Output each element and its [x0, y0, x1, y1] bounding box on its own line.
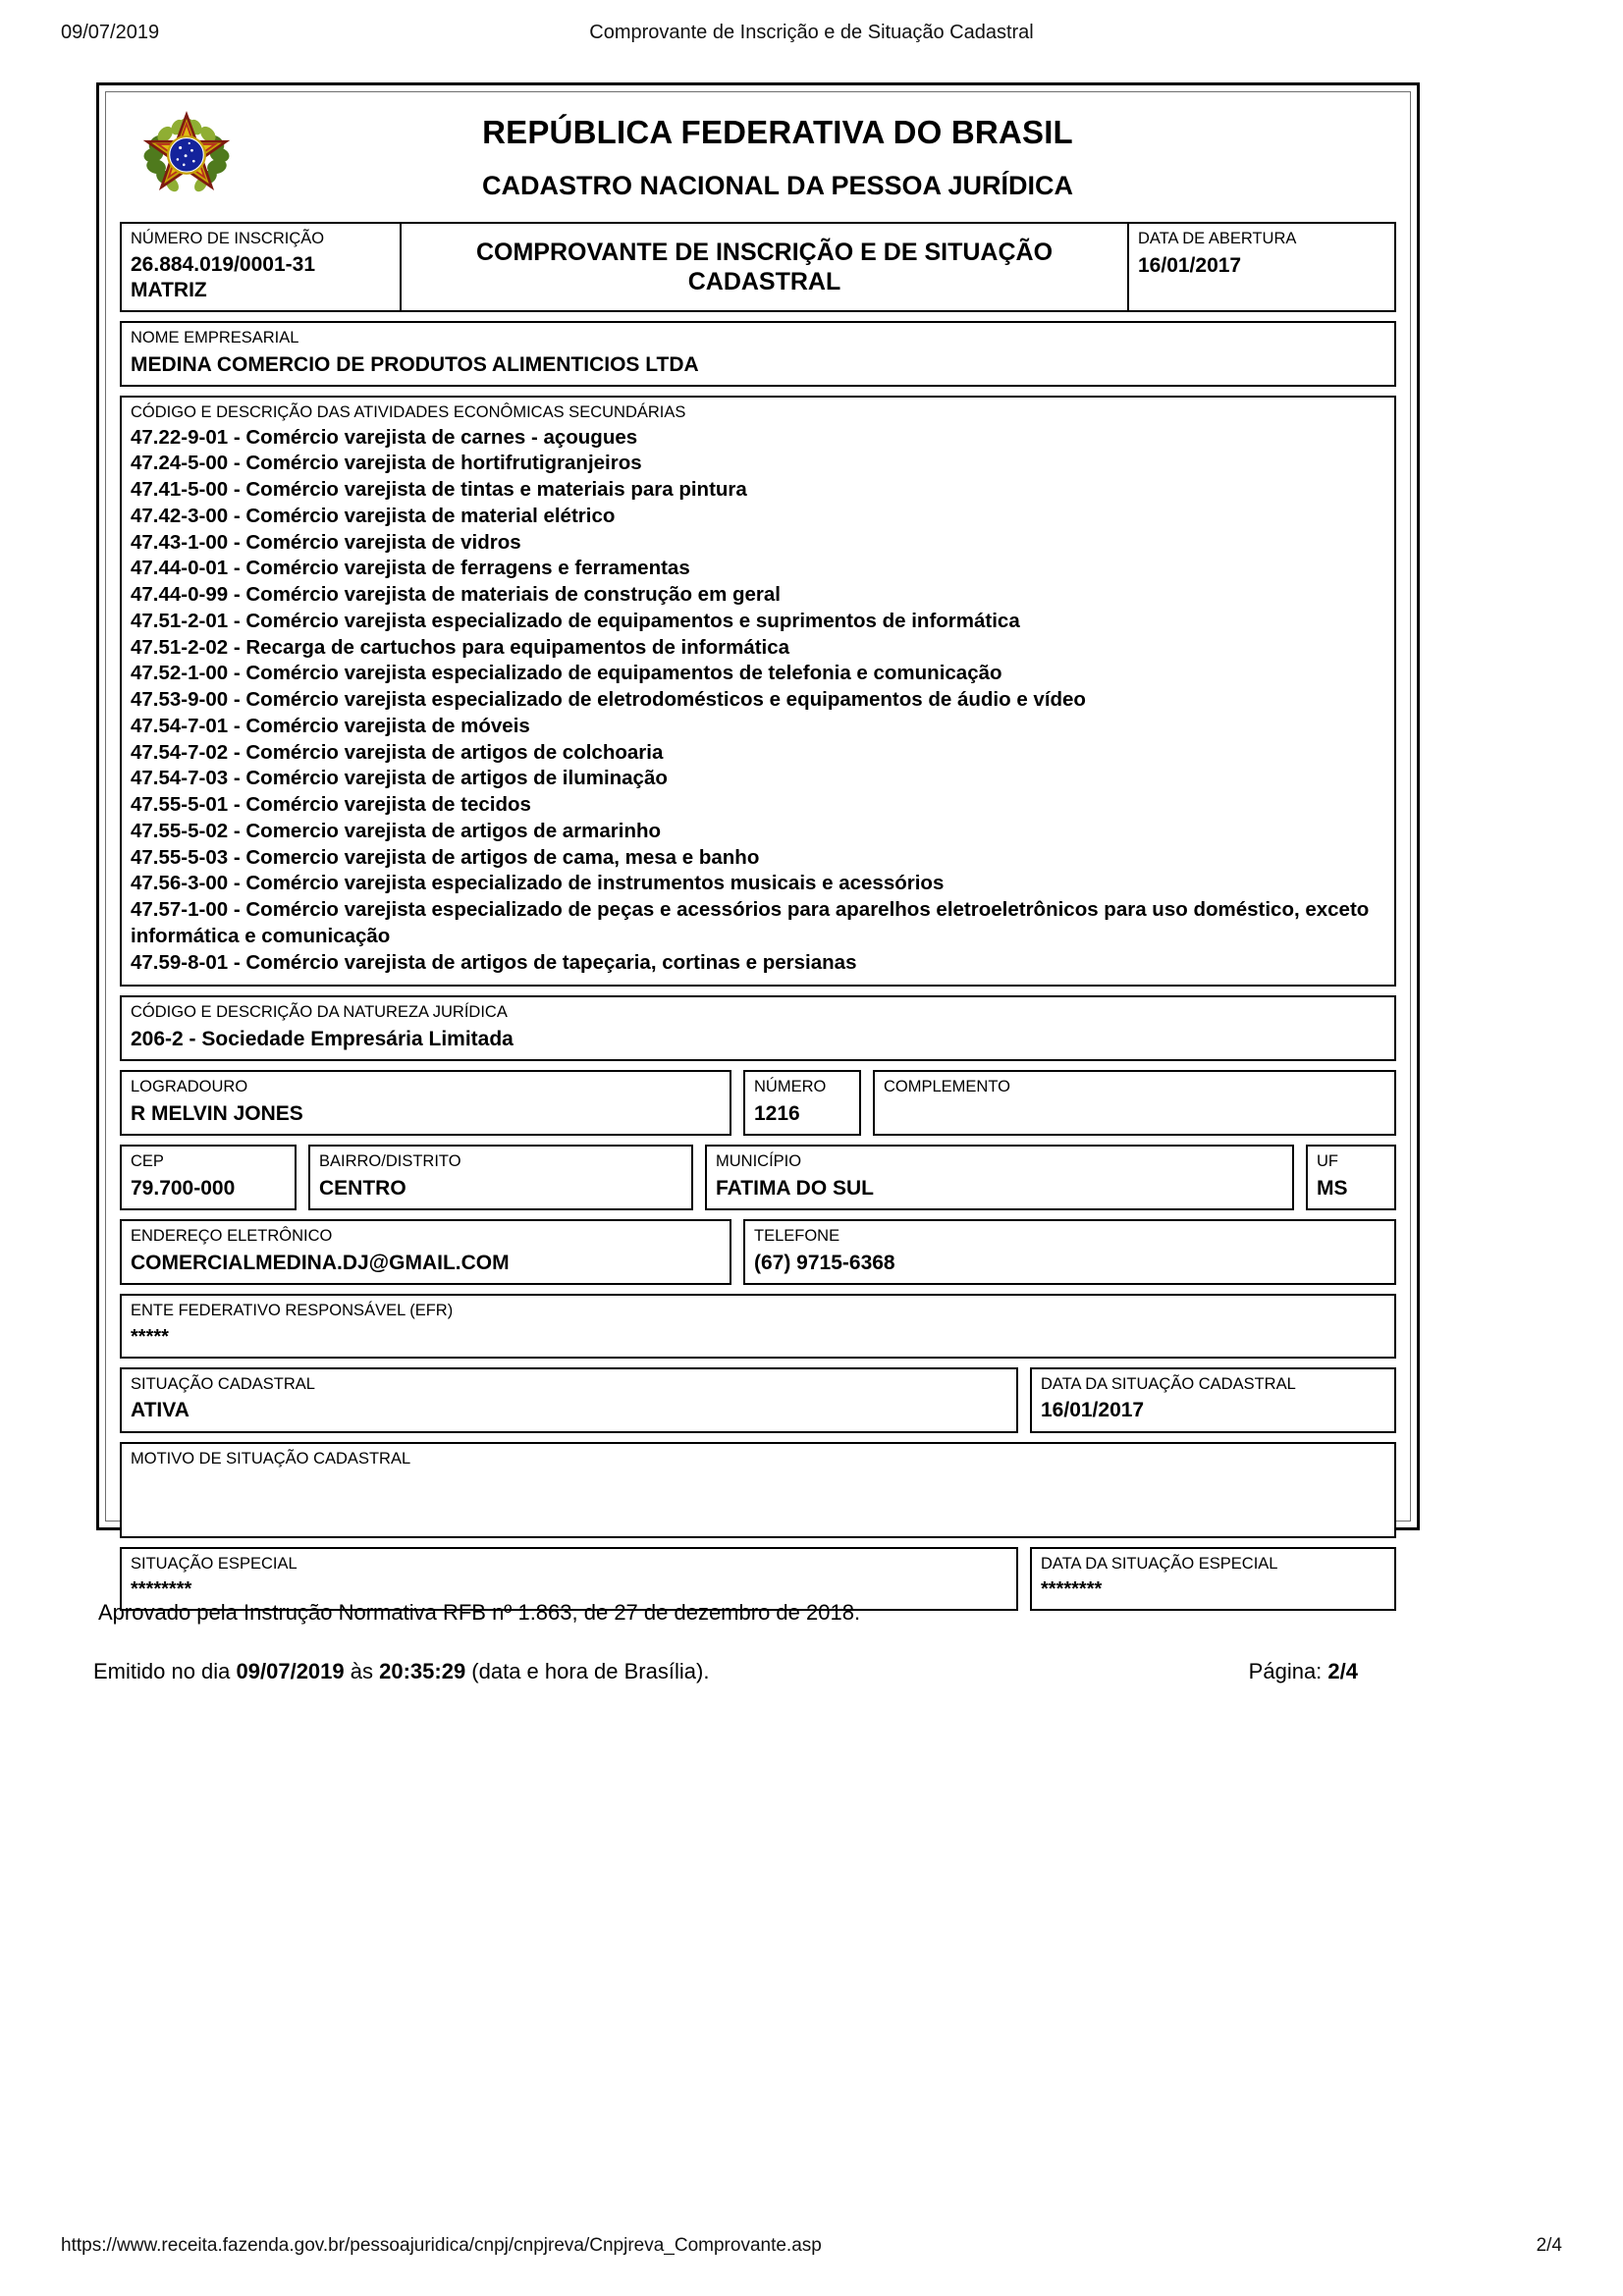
- atividade-item: 47.54-7-02 - Comércio varejista de artigos de colchoaria: [131, 740, 664, 764]
- value-numero: 1216: [754, 1102, 800, 1126]
- field-efr: [120, 1294, 1396, 1359]
- row-motivo-situacao: [120, 1442, 1396, 1538]
- atividade-item: 47.51-2-02 - Recarga de cartuchos para equipamentos de informática: [131, 635, 790, 659]
- print-footer-page: 2/4: [1536, 2235, 1562, 2256]
- emitido-data: 09/07/2019: [236, 1659, 345, 1683]
- value-data-situacao-cadastral: 16/01/2017: [1041, 1399, 1145, 1422]
- label-bairro: BAIRRO/DISTRITO: [319, 1152, 461, 1171]
- value-municipio: FATIMA DO SUL: [716, 1176, 874, 1200]
- certificate-title-block: [120, 92, 1396, 222]
- field-natureza-juridica: [120, 995, 1396, 1061]
- nota-emissao: [93, 1659, 709, 1684]
- label-complemento: COMPLEMENTO: [884, 1078, 1010, 1096]
- value-tipo-inscricao: MATRIZ: [131, 278, 207, 301]
- atividade-item: 47.51-2-01 - Comércio varejista especializado de equipamentos e suprimentos de informática: [131, 609, 1020, 632]
- page-title: REPÚBLICA FEDERATIVA DO BRASIL: [482, 114, 1073, 150]
- field-atividades-secundarias: [120, 396, 1396, 987]
- label-efr: ENTE FEDERATIVO RESPONSÁVEL (EFR): [131, 1302, 454, 1320]
- atividade-item: 47.56-3-00 - Comércio varejista especializado de instrumentos musicais e acessórios: [131, 872, 945, 895]
- row-situacao-cadastral: [120, 1367, 1396, 1433]
- label-data-situacao-cadastral: DATA DA SITUAÇÃO CADASTRAL: [1041, 1374, 1296, 1393]
- label-municipio: MUNICÍPIO: [716, 1152, 802, 1171]
- value-data-situacao-especial: ********: [1041, 1578, 1103, 1601]
- row-nome-empresarial: [120, 321, 1396, 387]
- label-data-abertura: DATA DE ABERTURA: [1138, 230, 1297, 247]
- pagina-indicator: [1249, 1659, 1358, 1684]
- label-situacao-cadastral: SITUAÇÃO CADASTRAL: [131, 1374, 315, 1393]
- field-endereco-eletronico: [120, 1219, 731, 1285]
- value-efr: *****: [131, 1325, 169, 1348]
- value-logradouro: R MELVIN JONES: [131, 1102, 303, 1126]
- print-footer-url: https://www.receita.fazenda.gov.br/pessoajuridica/cnpj/cnpjreva/Cnpjreva_Comprovante.asp: [61, 2235, 822, 2256]
- atividade-item: 47.54-7-01 - Comércio varejista de móveis: [131, 714, 530, 737]
- pagina-value: 2/4: [1327, 1659, 1358, 1683]
- atividade-item: 47.52-1-00 - Comércio varejista especializado de equipamentos de telefonia e comunicação: [131, 662, 1002, 685]
- field-municipio: [705, 1145, 1294, 1210]
- value-situacao-cadastral: ATIVA: [131, 1399, 189, 1422]
- label-endereco-eletronico: ENDEREÇO ELETRÔNICO: [131, 1227, 333, 1246]
- value-nome-empresarial: MEDINA COMERCIO DE PRODUTOS ALIMENTICIOS LTDA: [131, 352, 699, 376]
- value-cep: 79.700-000: [131, 1176, 236, 1200]
- label-logradouro: LOGRADOURO: [131, 1078, 248, 1096]
- emitido-hora: 20:35:29: [379, 1659, 466, 1683]
- atividade-item: 47.55-5-01 - Comércio varejista de tecidos: [131, 793, 531, 817]
- atividade-item: 47.55-5-03 - Comercio varejista de artigos de cama, mesa e banho: [131, 845, 760, 869]
- label-telefone: TELEFONE: [754, 1227, 840, 1246]
- field-cep: [120, 1145, 297, 1210]
- page-subtitle: CADASTRO NACIONAL DA PESSOA JURÍDICA: [481, 171, 1074, 200]
- browser-print-footer: [0, 2235, 1623, 2265]
- field-data-abertura: [1129, 222, 1396, 312]
- atividades-list: [131, 425, 1385, 977]
- field-numero: [743, 1070, 861, 1136]
- label-atividades-secundarias: CÓDIGO E DESCRIÇÃO DAS ATIVIDADES ECONÔMICAS SECUNDÁRIAS: [131, 403, 686, 422]
- atividade-item: 47.59-8-01 - Comércio varejista de artigos de tapeçaria, cortinas e persianas: [131, 950, 857, 974]
- atividade-item: 47.57-1-00 - Comércio varejista especializado de peças e acessórios para aparelhos eletroeletrônicos para uso doméstico, exceto informática e comunicação: [131, 898, 1376, 947]
- emitido-prefix: Emitido no dia: [93, 1659, 237, 1683]
- label-cep: CEP: [131, 1152, 164, 1171]
- field-data-situacao-especial: [1030, 1547, 1396, 1612]
- atividade-item: 47.44-0-99 - Comércio varejista de materiais de construção em geral: [131, 583, 781, 607]
- certificate-inner-frame: [105, 91, 1411, 1601]
- label-uf: UF: [1317, 1152, 1338, 1171]
- field-motivo-situacao: [120, 1442, 1396, 1538]
- atividade-item: 47.54-7-03 - Comércio varejista de artigos de iluminação: [131, 767, 668, 790]
- cnpj-certificate: [96, 82, 1420, 1601]
- field-nome-empresarial: [120, 321, 1396, 387]
- print-header-date: 09/07/2019: [61, 22, 160, 43]
- atividade-item: 47.44-0-01 - Comércio varejista de ferragens e ferramentas: [131, 557, 690, 580]
- label-situacao-especial: SITUAÇÃO ESPECIAL: [131, 1554, 298, 1573]
- field-uf: [1306, 1145, 1396, 1210]
- label-natureza-juridica: CÓDIGO E DESCRIÇÃO DA NATUREZA JURÍDICA: [131, 1003, 508, 1022]
- row-endereco-2: [120, 1145, 1396, 1210]
- field-situacao-cadastral: [120, 1367, 1018, 1433]
- nota-aprovacao: Aprovado pela Instrução Normativa RFB nº 1.863, de 27 de dezembro de 2018.: [98, 1600, 861, 1625]
- row-contato: [120, 1219, 1396, 1285]
- value-numero-inscricao: 26.884.019/0001-31: [131, 252, 316, 276]
- atividade-item: 47.55-5-02 - Comercio varejista de artigos de armarinho: [131, 819, 662, 842]
- certificate-center-title: COMPROVANTE DE INSCRIÇÃO E DE SITUAÇÃO CADASTRAL: [400, 222, 1129, 312]
- field-numero-inscricao: [120, 222, 400, 312]
- row-efr: [120, 1294, 1396, 1359]
- atividade-item: 47.42-3-00 - Comércio varejista de material elétrico: [131, 504, 616, 527]
- browser-print-header: [0, 22, 1623, 51]
- print-header-title: Comprovante de Inscrição e de Situação Cadastral: [589, 22, 1034, 43]
- emitido-mid: às: [344, 1659, 380, 1683]
- atividade-item: 47.43-1-00 - Comércio varejista de vidros: [131, 530, 521, 554]
- label-data-situacao-especial: DATA DA SITUAÇÃO ESPECIAL: [1041, 1554, 1278, 1573]
- certificate-header-row: [120, 222, 1396, 312]
- value-bairro: CENTRO: [319, 1176, 406, 1200]
- field-bairro: [308, 1145, 693, 1210]
- value-uf: MS: [1317, 1176, 1348, 1200]
- pagina-label: Página:: [1248, 1659, 1328, 1683]
- value-situacao-especial: ********: [131, 1578, 192, 1601]
- atividade-item: 47.41-5-00 - Comércio varejista de tintas e materiais para pintura: [131, 478, 747, 502]
- label-numero-inscricao: NÚMERO DE INSCRIÇÃO: [131, 230, 325, 247]
- value-natureza-juridica: 206-2 - Sociedade Empresária Limitada: [131, 1028, 514, 1051]
- row-endereco-1: [120, 1070, 1396, 1136]
- label-motivo-situacao: MOTIVO DE SITUAÇÃO CADASTRAL: [131, 1449, 411, 1468]
- value-endereco-eletronico: COMERCIALMEDINA.DJ@GMAIL.COM: [131, 1251, 510, 1274]
- label-nome-empresarial: NOME EMPRESARIAL: [131, 329, 299, 347]
- field-logradouro: [120, 1070, 731, 1136]
- value-telefone: (67) 9715-6368: [754, 1251, 895, 1274]
- field-data-situacao-cadastral: [1030, 1367, 1396, 1433]
- row-natureza-juridica: [120, 995, 1396, 1061]
- atividade-item: 47.22-9-01 - Comércio varejista de carnes - açougues: [131, 425, 638, 449]
- value-data-abertura: 16/01/2017: [1138, 253, 1242, 277]
- emitido-suffix: (data e hora de Brasília).: [465, 1659, 710, 1683]
- label-numero: NÚMERO: [754, 1078, 827, 1096]
- field-telefone: [743, 1219, 1396, 1285]
- brazil-coat-of-arms-icon: [141, 104, 232, 202]
- atividade-item: 47.53-9-00 - Comércio varejista especializado de eletrodomésticos e equipamentos de áudio e vídeo: [131, 688, 1086, 712]
- field-complemento: [873, 1070, 1396, 1136]
- atividade-item: 47.24-5-00 - Comércio varejista de hortifrutigranjeiros: [131, 452, 642, 475]
